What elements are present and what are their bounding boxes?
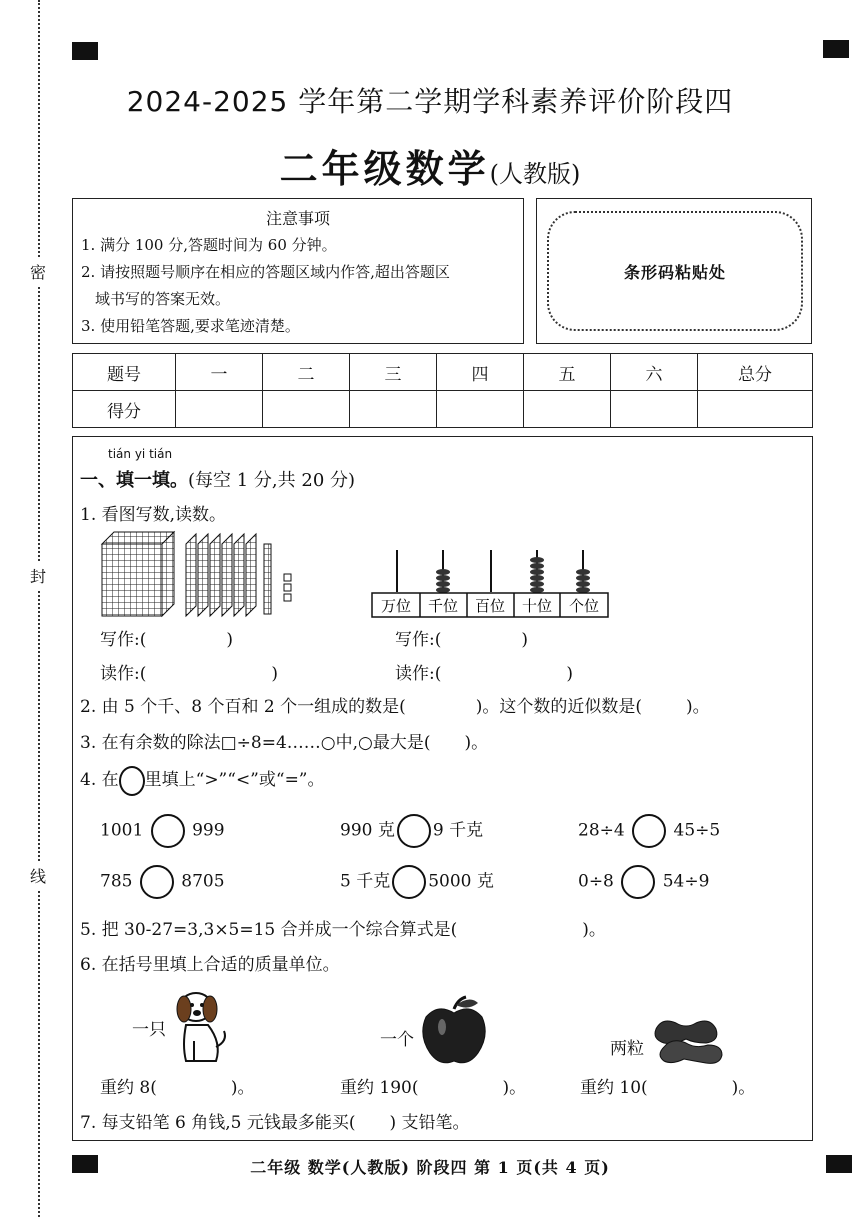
score-input-cell[interactable] bbox=[524, 391, 611, 428]
compare-circle[interactable] bbox=[392, 865, 426, 899]
compare-item: 785 8705 bbox=[100, 865, 225, 899]
score-table bbox=[72, 353, 813, 428]
score-input-cell[interactable] bbox=[350, 391, 437, 428]
barcode-area bbox=[536, 198, 812, 344]
write-right: 写作:( ) bbox=[395, 630, 529, 650]
abacus-label: 个位 bbox=[568, 597, 600, 615]
question-6: 6. 在括号里填上合适的质量单位。 bbox=[80, 955, 340, 975]
score-cell: 二 bbox=[263, 354, 350, 391]
score-input-cell[interactable] bbox=[698, 391, 813, 428]
thousand-cube-icon bbox=[102, 532, 174, 616]
score-cell: 五 bbox=[524, 354, 611, 391]
question-2: 2. 由 5 个千、8 个百和 2 个一组成的数是( )。这个数的近似数是( )。 bbox=[80, 697, 710, 717]
question-5: 5. 把 30-27=3,3×5=15 合并成一个综合算式是( )。 bbox=[80, 920, 606, 940]
notice-item: 域书写的答案无效。 bbox=[95, 290, 231, 308]
abacus-beads-icon bbox=[436, 557, 590, 593]
compare-item: 1001 999 bbox=[100, 814, 225, 848]
read-left: 读作:( ) bbox=[100, 664, 279, 684]
page-footer: 二年级 数学(人教版) 阶段四 第 1 页(共 4 页) bbox=[250, 1158, 610, 1177]
notice-item: 2. 请按照题号顺序在相应的答题区域内作答,超出答题区 bbox=[81, 263, 450, 281]
abacus-label: 万位 bbox=[380, 597, 412, 615]
edition-label: (人教版) bbox=[489, 160, 581, 188]
side-mark-mi: 密 bbox=[30, 258, 46, 285]
question-4: 4. 在 里填上“>”“<”或“=”。 bbox=[80, 765, 325, 796]
apple-icon bbox=[420, 995, 490, 1070]
section-points: (每空 1 分,共 20 分) bbox=[188, 470, 356, 491]
registration-mark bbox=[72, 42, 98, 60]
section-title: 一、填一填。 bbox=[80, 470, 188, 491]
notice-box bbox=[72, 198, 524, 344]
item-label: 两粒 bbox=[610, 1039, 644, 1059]
base-ten-blocks-picture bbox=[100, 530, 300, 620]
peanuts-icon bbox=[650, 1015, 730, 1065]
compare-circle[interactable] bbox=[397, 814, 431, 848]
score-input-cell[interactable] bbox=[263, 391, 350, 428]
abacus-label: 百位 bbox=[474, 597, 506, 615]
score-cell: 题号 bbox=[73, 354, 176, 391]
question-1: 1. 看图写数,读数。 bbox=[80, 505, 227, 525]
item-label: 一只 bbox=[132, 1020, 166, 1040]
score-cell: 六 bbox=[611, 354, 698, 391]
question-3: 3. 在有余数的除法□÷8=4……○中,○最大是( )。 bbox=[80, 733, 489, 753]
score-cell: 一 bbox=[176, 354, 263, 391]
side-mark-xian: 线 bbox=[30, 862, 46, 889]
write-left: 写作:( ) bbox=[100, 630, 234, 650]
dog-icon bbox=[172, 985, 232, 1065]
read-right: 读作:( ) bbox=[395, 664, 574, 684]
section-heading bbox=[80, 466, 355, 492]
score-row-label: 得分 bbox=[73, 391, 176, 428]
score-input-cell[interactable] bbox=[176, 391, 263, 428]
abacus-picture bbox=[370, 546, 610, 620]
compare-circle[interactable] bbox=[632, 814, 666, 848]
barcode-label: 条形码粘贴处 bbox=[547, 211, 803, 331]
score-value-row bbox=[73, 391, 813, 428]
abacus-label: 千位 bbox=[427, 597, 459, 615]
hundred-plates-icon bbox=[186, 534, 256, 616]
score-cell: 四 bbox=[437, 354, 524, 391]
ten-rod-icon bbox=[264, 544, 271, 614]
side-mark-feng: 封 bbox=[30, 562, 46, 589]
score-input-cell[interactable] bbox=[611, 391, 698, 428]
item-label: 一个 bbox=[380, 1030, 414, 1050]
score-input-cell[interactable] bbox=[437, 391, 524, 428]
registration-mark bbox=[823, 40, 849, 58]
weight-item: 重约 190( )。 bbox=[340, 1078, 527, 1098]
compare-circle[interactable] bbox=[140, 865, 174, 899]
compare-circle[interactable] bbox=[621, 865, 655, 899]
score-header-row bbox=[73, 354, 813, 391]
notice-heading: 注意事项 bbox=[265, 209, 330, 228]
circle-icon bbox=[119, 766, 145, 796]
compare-item: 28÷4 45÷5 bbox=[578, 814, 720, 848]
compare-item: 990 克 9 千克 bbox=[340, 814, 483, 848]
section-pinyin: tián yi tián bbox=[108, 447, 173, 461]
unit-cubes-icon bbox=[284, 574, 291, 601]
subject-name: 二年级数学 bbox=[279, 146, 490, 191]
compare-circle[interactable] bbox=[151, 814, 185, 848]
question-7: 7. 每支铅笔 6 角钱,5 元钱最多能买( ) 支铅笔。 bbox=[80, 1113, 470, 1133]
score-cell: 总分 bbox=[698, 354, 813, 391]
compare-item: 0÷8 54÷9 bbox=[578, 865, 709, 899]
notice-item: 3. 使用铅笔答题,要求笔迹清楚。 bbox=[81, 317, 300, 335]
weight-item: 重约 10( )。 bbox=[580, 1078, 756, 1098]
score-cell: 三 bbox=[350, 354, 437, 391]
exam-subject-title bbox=[0, 138, 860, 193]
notice-item: 1. 满分 100 分,答题时间为 60 分钟。 bbox=[81, 236, 337, 254]
compare-item: 5 千克 5000 克 bbox=[340, 865, 494, 899]
exam-title: 2024-2025 学年第二学期学科素养评价阶段四 bbox=[126, 85, 734, 118]
abacus-label: 十位 bbox=[521, 597, 553, 615]
weight-item: 重约 8( )。 bbox=[100, 1078, 255, 1098]
